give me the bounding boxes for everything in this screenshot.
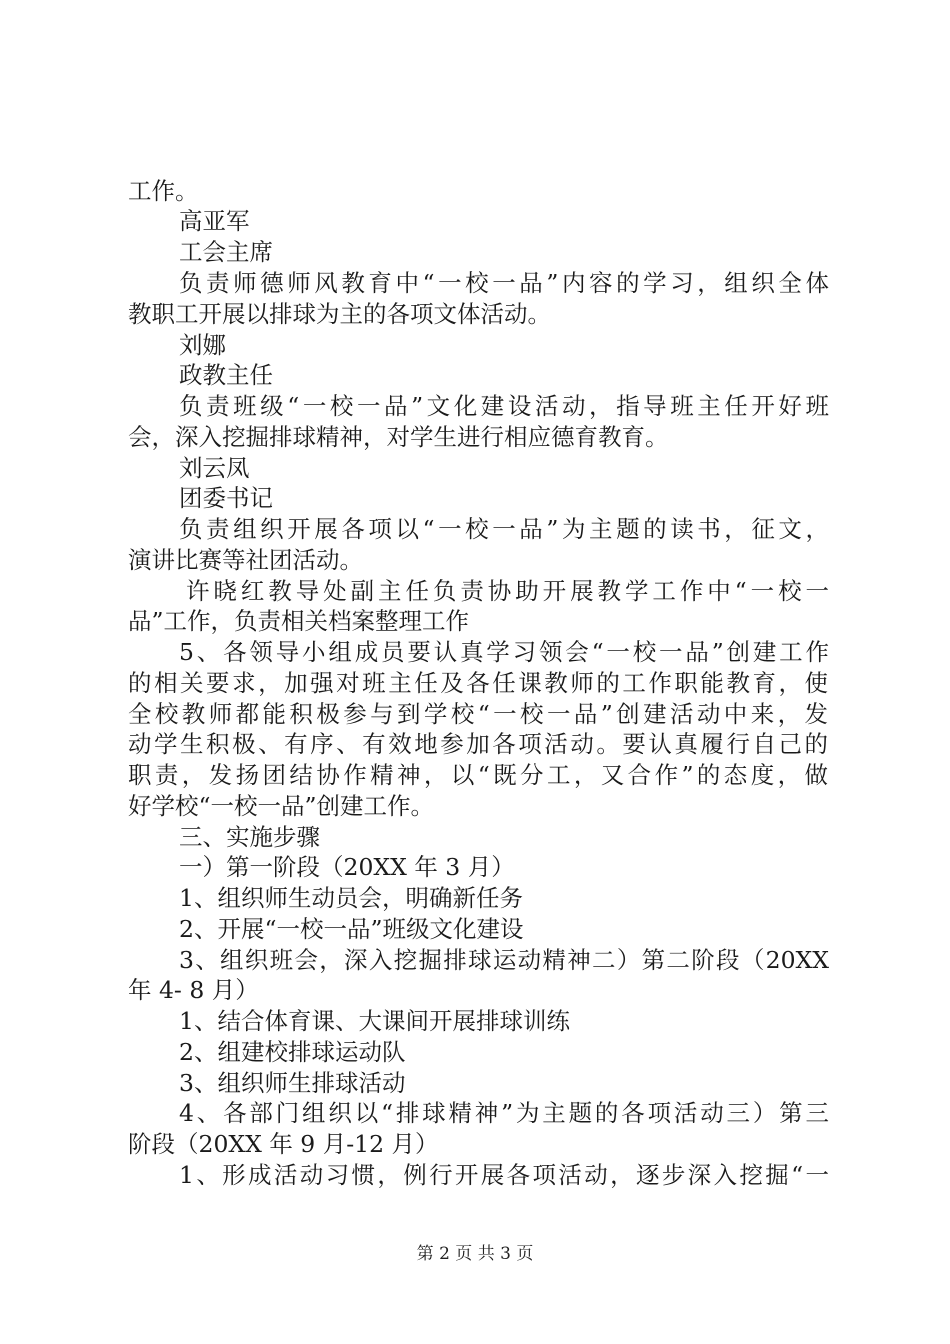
text-line: 会，深入挖掘排球精神，对学生进行相应德育教育。 — [128, 423, 669, 451]
list-item: 2、开展“一校一品”班级文化建设 — [179, 915, 524, 943]
list-item: 4、各部门组织以“排球精神”为主题的各项活动三）第三 — [179, 1099, 829, 1127]
list-item: 2、组建校排球运动队 — [179, 1038, 406, 1066]
list-item: 3、组织师生排球活动 — [179, 1069, 406, 1097]
text-line: 阶段（20XX 年 9 月-12 月） — [128, 1130, 439, 1158]
list-item: 1、结合体育课、大课间开展排球训练 — [179, 1007, 570, 1035]
text-line: 的相关要求，加强对班主任及各任课教师的工作职能教育，使 — [128, 669, 828, 697]
list-item: 1、形成活动习惯，例行开展各项活动，逐步深入挖掘“一 — [179, 1161, 829, 1189]
text-line: 年 4- 8 月） — [128, 976, 259, 1004]
text-line: 好学校“一校一品”创建工作。 — [128, 792, 435, 820]
list-item: 3、组织班会，深入挖掘排球运动精神二）第二阶段（20XX — [179, 946, 829, 974]
person-title: 政教主任 — [179, 361, 273, 389]
text-line: 职责，发扬团结协作精神，以“既分工，又合作”的态度，做 — [128, 761, 828, 789]
person-title: 团委书记 — [179, 484, 273, 512]
text-line: 负责班级“一校一品”文化建设活动，指导班主任开好班 — [179, 392, 829, 420]
person-title: 工会主席 — [179, 238, 273, 266]
text-line: 工作。 — [128, 177, 199, 205]
text-line: 负责师德师风教育中“一校一品”内容的学习，组织全体 — [179, 269, 829, 297]
text-line: 演讲比赛等社团活动。 — [128, 546, 363, 574]
person-name: 高亚军 — [179, 207, 250, 235]
page-number-footer: 第 2 页 共 3 页 — [416, 1244, 534, 1264]
stage-heading: 一）第一阶段（20XX 年 3 月） — [179, 853, 515, 881]
text-line: 负责组织开展各项以“一校一品”为主题的读书，征文， — [179, 515, 829, 543]
text-line: 许晓红教导处副主任负责协助开展教学工作中“一校一 — [186, 577, 829, 605]
text-line: 5、各领导小组成员要认真学习领会“一校一品”创建工作 — [179, 638, 829, 666]
text-line: 动学生积极、有序、有效地参加各项活动。要认真履行自己的 — [128, 730, 828, 758]
text-line: 教职工开展以排球为主的各项文体活动。 — [128, 300, 551, 328]
text-line: 全校教师都能积极参与到学校“一校一品”创建活动中来，发 — [128, 700, 828, 728]
section-heading: 三、实施步骤 — [179, 823, 320, 851]
text-line: 品”工作，负责相关档案整理工作 — [128, 607, 470, 635]
person-name: 刘云凤 — [179, 454, 250, 482]
person-name: 刘娜 — [179, 331, 226, 359]
list-item: 1、组织师生动员会，明确新任务 — [179, 884, 523, 912]
